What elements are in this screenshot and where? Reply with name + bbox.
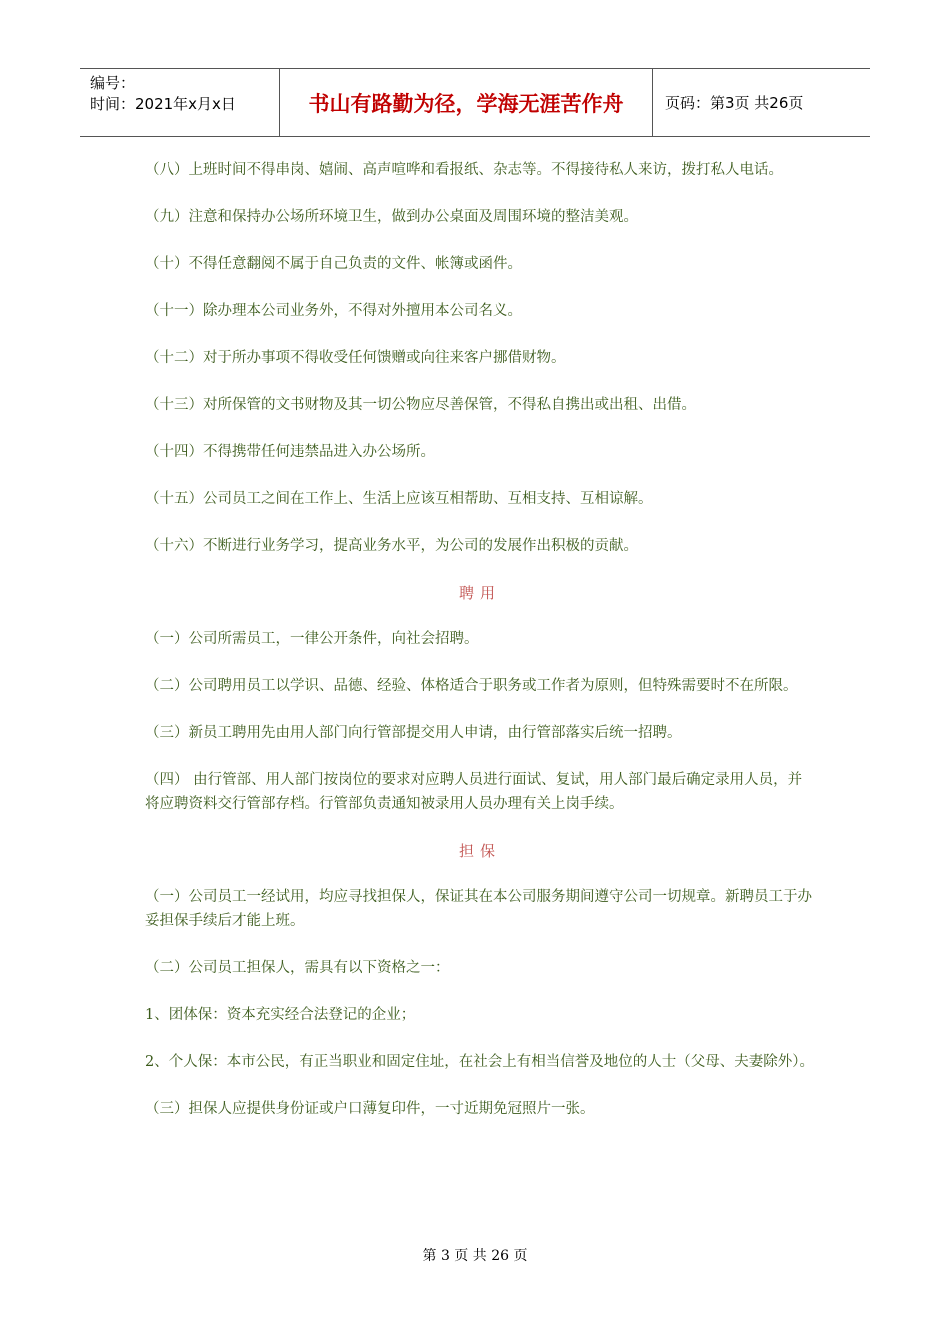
paragraph: （十五）公司员工之间在工作上、生活上应该互相帮助、互相支持、互相谅解。 <box>145 491 653 507</box>
paragraph: （十）不得任意翻阅不属于自己负责的文件、帐簿或函件。 <box>145 256 522 272</box>
header-motto: 书山有路勤为径，学海无涯苦作舟 <box>280 69 653 136</box>
paragraph: （十四）不得携带任何违禁品进入办公场所。 <box>145 444 435 460</box>
paragraph: （十六）不断进行业务学习，提高业务水平，为公司的发展作出积极的贡献。 <box>145 538 638 554</box>
header-page-info: 页码：第3页 共26页 <box>665 94 804 112</box>
paragraph: （三）新员工聘用先由用人部门向行管部提交用人申请，由行管部落实后统一招聘。 <box>145 725 682 741</box>
paragraph: （二）公司聘用员工以学识、品德、经验、体格适合于职务或工作者为原则，但特殊需要时不在所限。 <box>145 678 798 694</box>
paragraph: （三）担保人应提供身份证或户口薄复印件，一寸近期免冠照片一张。 <box>145 1101 595 1117</box>
page-footer: 第 3 页 共 26 页 <box>422 1248 528 1264</box>
paragraph: （十二）对于所办事项不得收受任何馈赠或向往来客户挪借财物。 <box>145 350 566 366</box>
header-meta <box>80 69 280 136</box>
section-heading-guarantee: 担保 <box>458 842 501 860</box>
paragraph: （八）上班时间不得串岗、嬉闹、高声喧哗和看报纸、杂志等。不得接待私人来访，拨打私人电话。 <box>145 162 783 178</box>
paragraph: 2、个人保：本市公民，有正当职业和固定住址，在社会上有相当信誉及地位的人士（父母、夫妻除外）。 <box>145 1054 814 1070</box>
number-label: 编号： <box>90 74 136 92</box>
paragraph: （四） 由行管部、用人部门按岗位的要求对应聘人员进行面试、复试，用人部门最后确定录用人员，并将应聘资料交行管部存档。行管部负责通知被录用人员办理有关上岗手续。 <box>145 772 803 812</box>
paragraph: （九）注意和保持办公场所环境卫生，做到办公桌面及周围环境的整洁美观。 <box>145 209 638 225</box>
document-body <box>145 158 815 1144</box>
paragraph: （一）公司员工一经试用，均应寻找担保人，保证其在本公司服务期间遵守公司一切规章。新聘员工于办妥担保手续后才能上班。 <box>145 889 812 929</box>
paragraph: （十一）除办理本公司业务外，不得对外擅用本公司名义。 <box>145 303 522 319</box>
paragraph: （十三）对所保管的文书财物及其一切公物应尽善保管，不得私自携出或出租、出借。 <box>145 397 696 413</box>
paragraph: （二）公司员工担保人，需具有以下资格之一： <box>145 960 450 976</box>
time-label: 时间：2021年x月x日 <box>90 95 236 113</box>
paragraph: 1、团体保：资本充实经合法登记的企业； <box>145 1007 416 1023</box>
paragraph: （一）公司所需员工，一律公开条件，向社会招聘。 <box>145 631 479 647</box>
page-header <box>80 68 870 137</box>
section-heading-hire: 聘用 <box>458 584 501 602</box>
